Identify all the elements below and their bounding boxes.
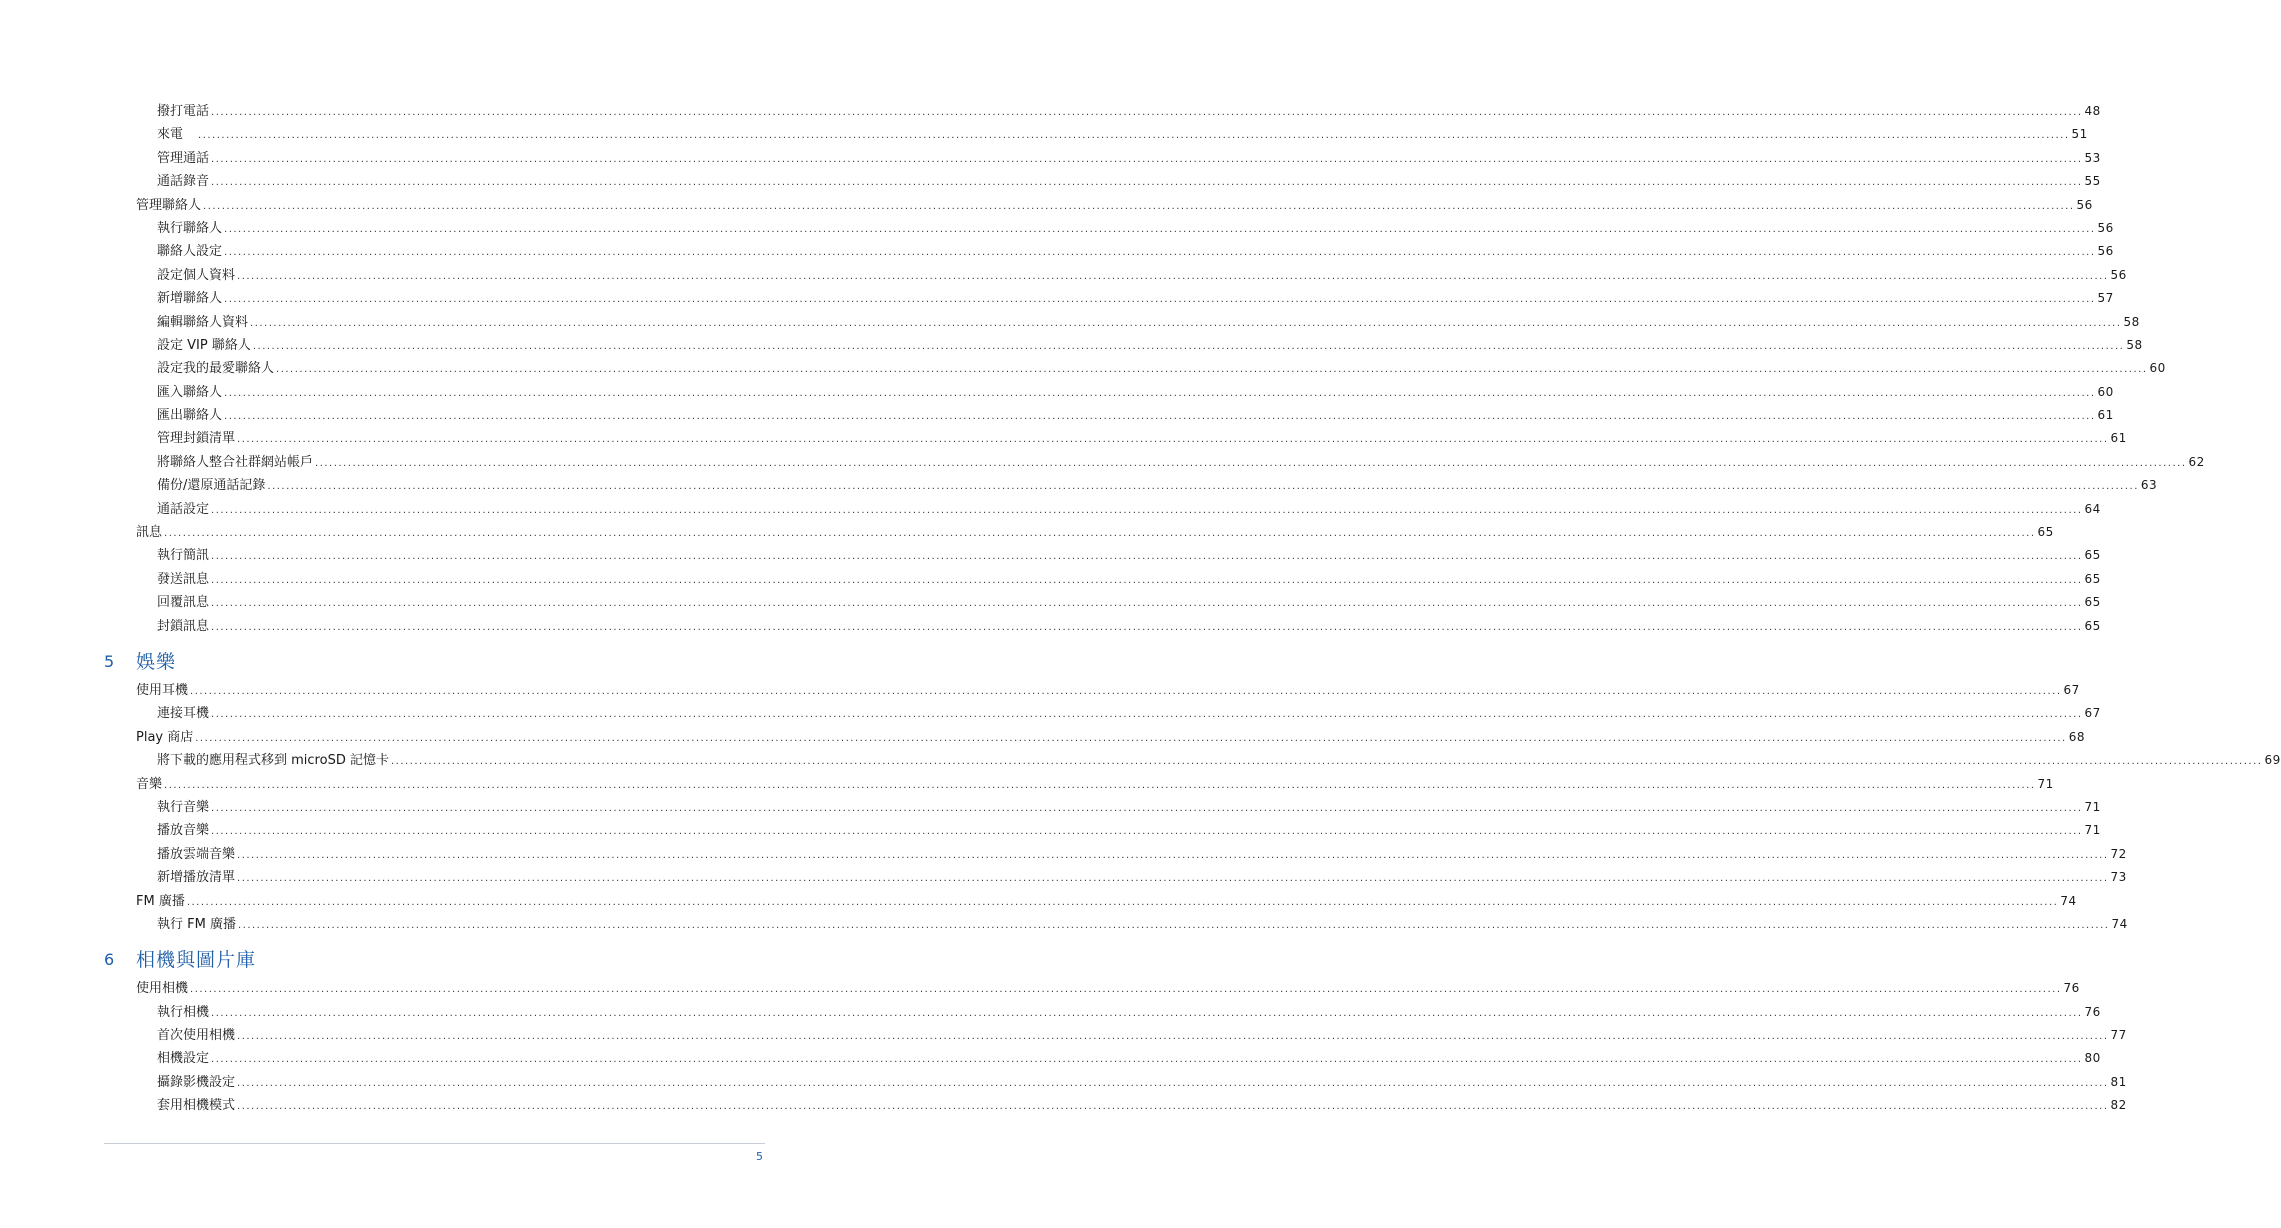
toc-page-number: 56 [2076,197,2093,212]
page-number: 5 [756,1150,763,1163]
toc-entry-title: 撥打電話 [157,104,210,119]
dot-leader: ................................................................................................................................................................................................................................................................................................................................................................................................................ [211,551,2083,563]
toc-entry-title: 發送訊息 [157,571,210,587]
toc-entry-title: 訊息 [136,525,163,541]
toc-subsection-entry[interactable] [0,1071,2127,1094]
dot-leader: ................................................................................................................................................................................................................................................................................................................................................................................................................ [237,434,2109,446]
dot-leader: ................................................................................................................................................................................................................................................................................................................................................................................................................ [237,1101,2109,1113]
toc-subsection-entry[interactable] [0,819,2101,842]
toc-entry-title: 連接耳機 [157,706,210,722]
toc-page-number: 74 [2111,916,2128,931]
toc-page-number: 74 [2060,893,2077,908]
toc-entry-title: 播放雲端音樂 [157,846,236,862]
dot-leader: ................................................................................................................................................................................................................................................................................................................................................................................................................ [224,387,2096,399]
dot-leader: ................................................................................................................................................................................................................................................................................................................................................................................................................ [211,153,2083,165]
dot-leader: ................................................................................................................................................................................................................................................................................................................................................................................................................ [164,528,2036,540]
toc-chapter-heading[interactable] [0,945,869,975]
toc-page-number: 64 [2084,501,2101,516]
dot-leader: ................................................................................................................................................................................................................................................................................................................................................................................................................ [237,1077,2109,1089]
toc-page-number: 76 [2063,981,2080,996]
dot-leader: ................................................................................................................................................................................................................................................................................................................................................................................................................ [211,177,2083,189]
toc-page-number: 71 [2037,776,2054,791]
toc-entry-title: 管理封鎖清單 [157,431,236,447]
toc-page-number: 68 [2068,729,2086,744]
dot-leader: ................................................................................................................................................................................................................................................................................................................................................................................................................ [237,919,2110,931]
toc-entry-title: 將聯絡人整合社群網站帳戶 [157,454,314,470]
dot-leader: ................................................................................................................................................................................................................................................................................................................................................................................................................ [211,1007,2083,1019]
toc-section-entry[interactable] [0,521,2054,544]
dot-leader: ................................................................................................................................................................................................................................................................................................................................................................................................................ [164,779,2036,791]
toc-entry-title: 聯絡人設定 [157,244,223,260]
toc-page-number: 61 [2110,431,2127,446]
toc-entry-title: 執行相機 [157,1004,210,1020]
toc-entry-title: 來電 [157,127,197,143]
toc-subsection-entry[interactable] [0,451,2205,474]
dot-leader: ................................................................................................................................................................................................................................................................................................................................................................................................................ [237,1031,2109,1043]
toc-page-number: 69 [2264,753,2281,768]
toc-page-number: 76 [2084,1004,2101,1019]
dot-leader: ................................................................................................................................................................................................................................................................................................................................................................................................................ [237,873,2109,885]
toc-section-entry[interactable] [0,679,2080,702]
toc-page-number: 81 [2110,1074,2127,1089]
toc-entry-title: 通話設定 [157,501,210,517]
toc-subsection-entry[interactable] [0,1024,2127,1047]
toc-entry-title: 設定個人資料 [157,267,236,283]
toc-entry-title: 新增播放清單 [157,870,236,886]
dot-leader: ................................................................................................................................................................................................................................................................................................................................................................................................................ [211,709,2083,721]
toc-subsection-entry[interactable] [0,264,2127,287]
toc-subsection-entry[interactable] [0,311,2140,334]
dot-leader: ................................................................................................................................................................................................................................................................................................................................................................................................................ [315,457,2187,469]
toc-subsection-entry[interactable] [0,287,2114,310]
toc-page-number: 58 [2123,314,2140,329]
toc-page-number: 65 [2084,548,2101,563]
toc-entry-title: 首次使用相機 [157,1028,236,1044]
toc-entry-title: 通話錄音 [157,174,210,190]
dot-leader: ................................................................................................................................................................................................................................................................................................................................................................................................................ [203,200,2075,212]
toc-page-number: 56 [2110,267,2127,282]
toc-entry-title: 攝錄影機設定 [157,1074,236,1090]
toc-page-number: 67 [2063,682,2080,697]
dot-leader: ................................................................................................................................................................................................................................................................................................................................................................................................................ [267,481,2139,493]
toc-page-number: 65 [2084,595,2101,610]
dot-leader: ................................................................................................................................................................................................................................................................................................................................................................................................................ [195,732,2067,744]
toc-page-number: 77 [2110,1028,2127,1043]
toc-entry-title: 套用相機模式 [157,1098,236,1114]
dot-leader: ................................................................................................................................................................................................................................................................................................................................................................................................................ [198,130,2070,142]
toc-page-number: 71 [2084,823,2101,838]
toc-subsection-entry[interactable] [0,381,2114,404]
dot-leader: ................................................................................................................................................................................................................................................................................................................................................................................................................ [190,685,2062,697]
table-of-contents [0,100,2281,1118]
toc-entry-title: 播放音樂 [157,823,210,839]
footer-divider [104,1143,765,1144]
toc-entry-title: 使用耳機 [136,682,189,698]
dot-leader: ................................................................................................................................................................................................................................................................................................................................................................................................................ [250,317,2122,329]
toc-chapter-heading[interactable] [0,647,869,677]
toc-entry-title: 執行聯絡人 [157,220,223,236]
toc-entry-title: 將下載的應用程式移到 microSD 記憶卡 [157,753,389,769]
toc-section-entry[interactable] [0,890,2077,913]
toc-entry-title: 使用相機 [136,981,189,997]
toc-subsection-entry[interactable] [0,217,2114,240]
toc-subsection-entry[interactable] [0,474,2158,497]
toc-entry-title: Play 商店 [136,729,194,745]
toc-subsection-entry[interactable] [0,1094,2127,1117]
toc-page-number: 65 [2084,571,2101,586]
toc-page-number: 72 [2110,846,2127,861]
dot-leader: ................................................................................................................................................................................................................................................................................................................................................................................................................ [211,598,2083,610]
toc-page-number: 65 [2084,618,2101,633]
toc-page-number: 61 [2097,408,2114,423]
dot-leader: ................................................................................................................................................................................................................................................................................................................................................................................................................ [237,270,2109,282]
toc-page-number: 60 [2097,384,2114,399]
dot-leader: ................................................................................................................................................................................................................................................................................................................................................................................................................ [186,896,2059,908]
toc-entry-title: 回覆訊息 [157,595,210,611]
toc-subsection-entry[interactable] [0,615,2101,638]
toc-entry-title: 編輯聯絡人資料 [157,314,249,330]
dot-leader: ................................................................................................................................................................................................................................................................................................................................................................................................................ [211,574,2083,586]
toc-entry-title: 執行簡訊 [157,548,210,564]
toc-page-number: 63 [2140,478,2158,493]
toc-entry-title: 管理通話 [157,150,210,166]
toc-subsection-entry[interactable] [0,568,2101,591]
toc-entry-title: 管理聯絡人 [136,197,202,213]
toc-subsection-entry[interactable] [0,498,2101,521]
toc-page-number: 73 [2110,870,2127,885]
toc-subsection-entry[interactable] [0,843,2127,866]
toc-section-entry[interactable] [0,773,2054,796]
toc-page-number: 55 [2084,174,2101,189]
toc-page-number: 82 [2110,1098,2127,1113]
toc-subsection-entry[interactable] [0,170,2101,193]
chapter-number: 6 [104,950,115,970]
dot-leader: ................................................................................................................................................................................................................................................................................................................................................................................................................ [211,802,2083,814]
dot-leader: ................................................................................................................................................................................................................................................................................................................................................................................................................ [224,411,2096,423]
toc-entry-title: 匯入聯絡人 [157,384,223,400]
toc-page-number: 51 [2071,127,2088,142]
toc-entry-title: 執行音樂 [157,799,210,815]
toc-subsection-entry[interactable] [0,702,2101,725]
toc-subsection-entry[interactable] [0,796,2101,819]
dot-leader: ................................................................................................................................................................................................................................................................................................................................................................................................................ [237,849,2109,861]
toc-subsection-entry[interactable] [0,913,2128,936]
dot-leader: ................................................................................................................................................................................................................................................................................................................................................................................................................ [211,621,2083,633]
toc-entry-title: 匯出聯絡人 [157,408,223,424]
toc-page-number: 48 [2084,104,2101,118]
toc-subsection-entry[interactable] [0,240,2114,263]
dot-leader: ................................................................................................................................................................................................................................................................................................................................................................................................................ [190,984,2062,996]
dot-leader: ................................................................................................................................................................................................................................................................................................................................................................................................................ [276,364,2148,376]
dot-leader: ................................................................................................................................................................................................................................................................................................................................................................................................................ [211,107,2083,118]
toc-page-number: 56 [2097,244,2114,259]
toc-subsection-entry[interactable] [0,100,2101,123]
dot-leader: ................................................................................................................................................................................................................................................................................................................................................................................................................ [252,340,2125,352]
toc-page-number: 67 [2084,706,2101,721]
toc-section-entry[interactable] [0,977,2080,1000]
toc-entry-title: FM 廣播 [136,893,185,909]
toc-subsection-entry[interactable] [0,357,2166,380]
toc-subsection-entry[interactable] [0,334,2143,357]
toc-page-number: 71 [2084,799,2101,814]
toc-section-entry[interactable] [0,194,2093,217]
dot-leader: ................................................................................................................................................................................................................................................................................................................................................................................................................ [211,826,2083,838]
toc-page-number: 56 [2097,220,2114,235]
dot-leader: ................................................................................................................................................................................................................................................................................................................................................................................................................ [224,294,2096,306]
toc-page-number: 58 [2126,337,2143,352]
toc-entry-title: 執行 FM 廣播 [157,916,236,932]
toc-subsection-entry[interactable] [0,591,2101,614]
toc-subsection-entry[interactable] [0,1001,2101,1024]
toc-page-number: 62 [2188,454,2205,469]
toc-entry-title: 封鎖訊息 [157,618,210,634]
toc-subsection-entry[interactable] [0,404,2114,427]
toc-entry-title: 相機設定 [157,1051,210,1067]
toc-page-number: 53 [2084,150,2101,165]
toc-page-number: 80 [2084,1051,2101,1066]
toc-subsection-entry[interactable] [0,427,2127,450]
dot-leader: ................................................................................................................................................................................................................................................................................................................................................................................................................ [390,756,2263,768]
toc-subsection-entry[interactable] [0,147,2101,170]
toc-entry-title: 備份/還原通話記錄 [157,478,266,494]
toc-page-number: 57 [2097,291,2114,306]
toc-page-number: 65 [2037,525,2054,540]
toc-subsection-entry[interactable] [0,749,2281,772]
toc-section-entry[interactable] [0,726,2086,749]
dot-leader: ................................................................................................................................................................................................................................................................................................................................................................................................................ [224,247,2096,259]
toc-subsection-entry[interactable] [0,866,2127,889]
toc-entry-title: 設定 VIP 聯絡人 [157,337,251,353]
toc-entry-title: 設定我的最愛聯絡人 [157,361,275,377]
chapter-title: 相機與圖片庫 [136,949,257,972]
toc-entry-title: 音樂 [136,776,163,792]
chapter-title: 娛樂 [136,650,177,673]
toc-subsection-entry[interactable] [0,123,2088,146]
dot-leader: ................................................................................................................................................................................................................................................................................................................................................................................................................ [211,504,2083,516]
toc-entry-title: 新增聯絡人 [157,291,223,307]
toc-subsection-entry[interactable] [0,544,2101,567]
toc-page-number: 60 [2149,361,2166,376]
dot-leader: ................................................................................................................................................................................................................................................................................................................................................................................................................ [211,1054,2083,1066]
dot-leader: ................................................................................................................................................................................................................................................................................................................................................................................................................ [224,223,2096,235]
toc-subsection-entry[interactable] [0,1047,2101,1070]
chapter-number: 5 [104,651,115,671]
